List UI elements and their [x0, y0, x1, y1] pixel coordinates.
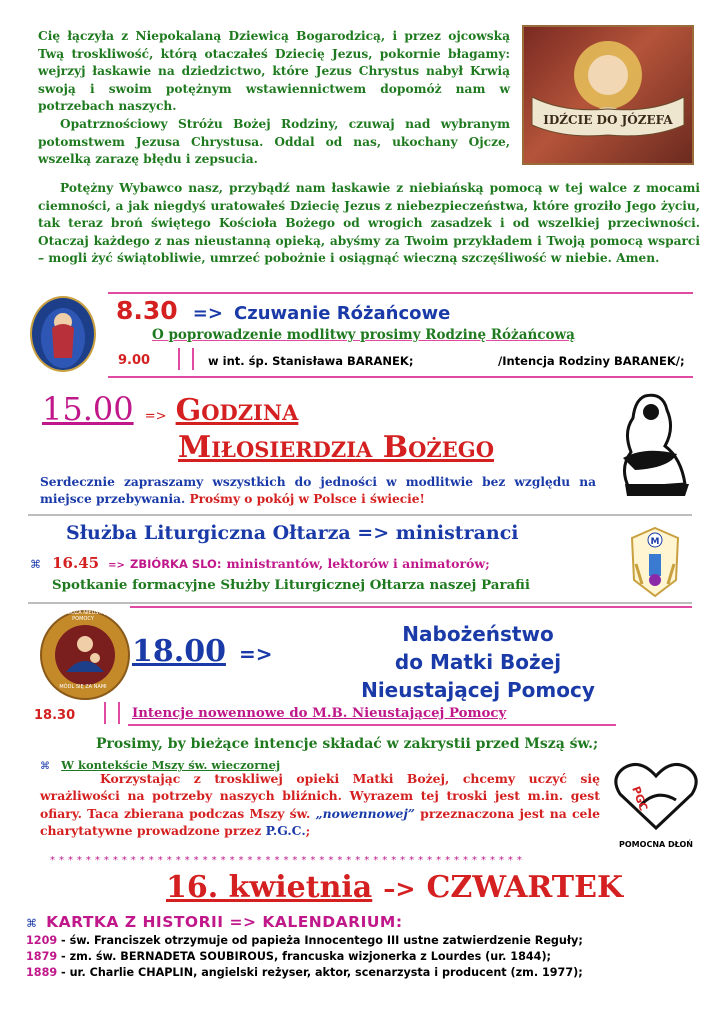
novena-title-line3: Nieustającej Pomocy	[361, 678, 595, 702]
calendar-year: 1889	[26, 966, 58, 979]
evening-pgc: P.G.C.	[265, 823, 306, 839]
prayer-block	[0, 0, 722, 290]
brace-icon	[178, 348, 194, 370]
evening-heading-text: W kontekście Mszy św. wieczornej	[61, 758, 281, 772]
novena-mass-time: 18.30	[34, 708, 76, 723]
mercy-peace-call: Prośmy o pokój w Polsce i świecie!	[189, 492, 425, 506]
day-arrow: –>	[383, 875, 416, 903]
day-weekday: CZWARTEK	[426, 870, 624, 905]
pgc-letters: PGC	[629, 784, 651, 813]
evening-text-part1: Korzystając z troskliwej opieki Matki Bożej, chcemy uczyć się wrażliwości na potrzeby naszych bliźnich. Wyrazem tej troski jest m.in. gest ofiary. Taca zbierana podczas Mszy św.	[40, 771, 600, 821]
mercy-invitation: Serdecznie zapraszamy wszystkich do jedności w modlitwie bez względu na miejsce przebywania.	[40, 475, 596, 506]
mercy-heading-line1	[42, 390, 298, 428]
novena-title-line1: Nabożeństwo	[402, 622, 554, 646]
rosary-divider-top	[108, 292, 693, 294]
calendar-entry	[26, 949, 706, 965]
saint-joseph-illustration	[524, 27, 692, 163]
novena-intentions: Intencje nowennowe do M.B. Nieustającej Pomocy	[132, 706, 507, 721]
altar-logo-letter: M	[650, 537, 660, 547]
calendar-text: - zm. św. BERNADETA SOUBIROUS, francuska wizjonerka z Lourdes (ur. 1844);	[57, 950, 552, 963]
mercy-text	[40, 474, 596, 508]
mercy-time: 15.00	[42, 390, 134, 428]
mercy-arrow: =>	[144, 409, 167, 424]
novena-arrow: =>	[239, 642, 273, 666]
calendar-text: - św. Franciszek otrzymuje od papieża Innocentego III ustne zatwierdzenie Reguły;	[57, 934, 583, 947]
altar-meeting-rest: ministrantów, lektorów i animatorów;	[226, 556, 490, 571]
prayer-paragraph-3: Potężny Wybawco nasz, przybądź nam łaskawie z niebiańską pomocą w tej walce z mocami ciemności, a jak niegdyś uratowałeś Dziecię Jezus z niebezpieczeństwa, które groziło Jego życiu, tak teraz broń świętego Kościoła Bożego od wrogich zasadzek i od wszelkiej przeciwności. Otaczaj każdego z nas nieustanną opieką, abyśmy za Twoim przykładem i Twoją pomocą wsparci – mogli żyć świątobliwie, umrzeć pobożnie i osiągnąć wieczną szczęśliwość w niebie. Amen.	[38, 181, 700, 266]
pgc-caption: POMOCNA DŁOŃ	[619, 840, 693, 849]
calendar-text: - ur. Charlie CHAPLIN, angielski reżyser, aktor, scenarzysta i producent (zm. 1977);	[57, 966, 583, 979]
madonna-icon	[32, 298, 94, 370]
novena-section	[0, 606, 722, 756]
altar-line2: Spotkanie formacyjne Służby Liturgicznej Ołtarza naszej Parafii	[52, 577, 531, 593]
calendar-heading	[26, 912, 706, 931]
altar-logo	[626, 524, 684, 600]
calendar-title: KARTKA Z HISTORII => KALENDARIUM:	[46, 913, 403, 931]
calendar-entry	[26, 965, 706, 981]
altar-meeting: ZBIÓRKA SLO:	[130, 557, 222, 571]
brace-icon	[104, 702, 120, 724]
evening-text-end: ;	[305, 823, 311, 839]
saint-joseph-image	[522, 25, 694, 165]
altar-arrow: =>	[108, 560, 125, 571]
day-heading	[166, 870, 623, 905]
evening-text-part2: przeznaczona jest na cele charytatywne prowadzone przez	[40, 805, 600, 839]
evening-section	[0, 754, 722, 852]
mercy-section	[0, 388, 722, 514]
rosary-arrow: =>	[192, 303, 223, 324]
novena-title	[288, 620, 668, 704]
novena-divider-top	[130, 606, 692, 608]
rosary-mass-requester: /Intencja Rodziny BARANEK/;	[498, 354, 685, 368]
altar-time: 16.45	[52, 554, 100, 572]
pieta-image	[605, 388, 697, 500]
mercy-title-line1: Godzina	[175, 393, 299, 428]
rosary-time: 8.30	[116, 296, 178, 325]
bullet-icon: ⌘	[26, 917, 37, 930]
rosary-heading	[116, 296, 450, 325]
image-caption: IDŹCIE DO JÓZEFA	[543, 113, 673, 127]
pieta-icon	[605, 388, 697, 500]
rosary-mass-intention: w int. śp. Stanisława BARANEK;	[208, 354, 414, 368]
rosary-mass-time: 9.00	[118, 353, 151, 368]
calendar-entry	[26, 933, 706, 949]
prayer-paragraph-1	[38, 28, 510, 169]
madonna-image	[30, 296, 96, 372]
evening-quote: „nowennowej”	[315, 805, 415, 821]
altar-line1	[30, 553, 490, 572]
novena-icon-ring-top: MATKO BOŻA NIEUSTAJĄCEJ POMOCY	[48, 610, 118, 622]
novena-icon-ring-bottom: MÓDL SIĘ ZA NAMI	[59, 684, 107, 690]
calendar-year: 1209	[26, 934, 58, 947]
bullet-icon: ⌘	[30, 558, 41, 571]
stars-divider: * * * * * * * * * * * * * * * * * * * * * * * * * * * * * * * * * * * * * * * * * * * * * * * * * * * * *	[50, 855, 523, 866]
novena-divider-mid	[128, 724, 616, 726]
altar-section	[0, 514, 722, 604]
prayer-text-2: Opatrznościowy Stróżu Bożej Rodziny, czuwaj nad wybranym potomstwem Jezusa Chrystusa. Oddal od nas, ukochany Ojcze, wszelką zarazę błędu i zepsucia.	[38, 116, 510, 167]
novena-request: Prosimy, by bieżące intencje składać w zakrystii przed Mszą św.;	[96, 736, 599, 752]
pgc-heart-icon	[610, 758, 702, 834]
bullet-icon: ⌘	[40, 761, 50, 772]
day-date: 16. kwietnia	[166, 870, 373, 905]
pgc-logo	[610, 758, 702, 848]
altar-logo-icon	[626, 524, 684, 600]
rosary-section	[0, 292, 722, 392]
calendar-list	[26, 933, 706, 981]
rosary-title: Czuwanie Różańcowe	[234, 303, 451, 324]
prayer-text-1: Cię łączyła z Niepokalaną Dziewicą Bogarodzicą, i przez ojcowską Twą troskliwość, którą otaczałeś Dziecię Jezus, pokornie błagamy: wejrzyj łaskawie na dziedzictwo, które Jezus Chrystus nabył Krwią swoją i swoim potężnym wstawiennictwem dopomóż nam w potrzebach naszych.	[38, 29, 510, 114]
evening-text	[40, 770, 600, 840]
mercy-title-line2: Miłosierdzia Bożego	[178, 430, 494, 465]
novena-time: 18.00	[132, 634, 226, 669]
altar-title: Służba Liturgiczna Ołtarza => ministranci	[66, 522, 519, 544]
altar-divider-top	[28, 514, 692, 516]
novena-title-line2: do Matki Bożej	[394, 650, 562, 674]
novena-heading	[132, 634, 273, 669]
rosary-divider-bottom	[108, 376, 693, 378]
calendar-section	[26, 912, 706, 1012]
calendar-year: 1879	[26, 950, 58, 963]
altar-divider-bottom	[28, 602, 692, 604]
rosary-note: O poprowadzenie modlitwy prosimy Rodzinę Różańcową	[152, 327, 575, 343]
